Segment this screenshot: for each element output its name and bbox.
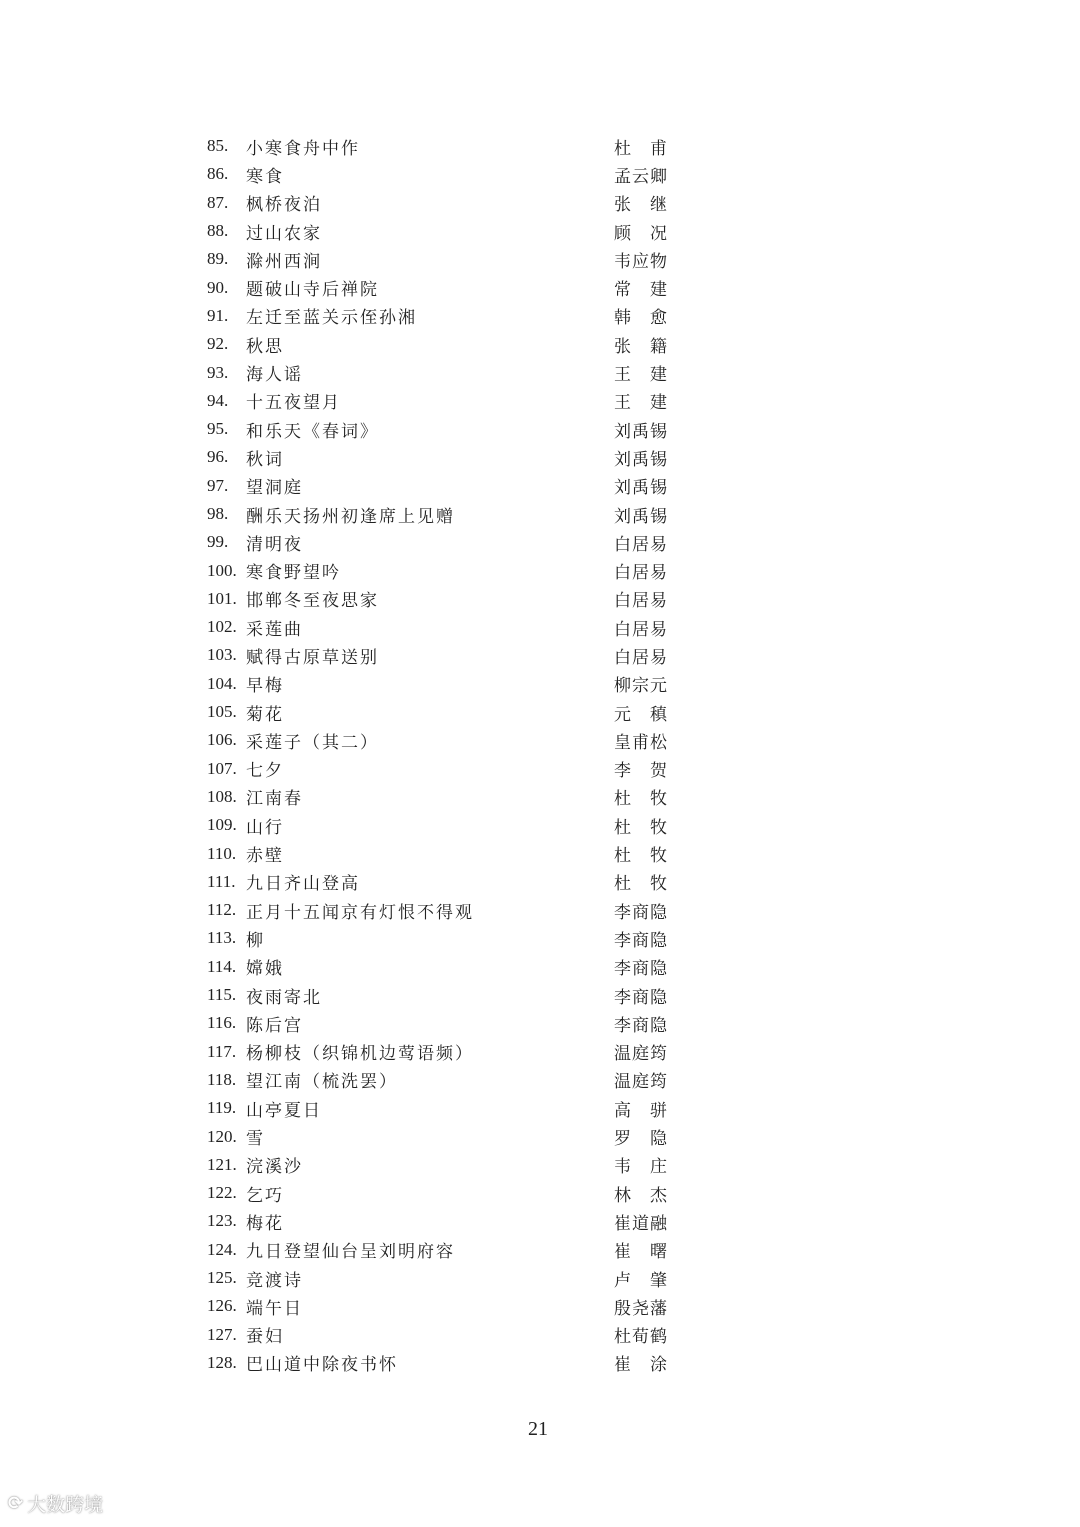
poem-title: 梅花 bbox=[246, 1213, 284, 1234]
entry-number: 104. bbox=[207, 673, 237, 693]
poem-author: 林杰 bbox=[614, 1185, 667, 1206]
entry-number: 99. bbox=[207, 532, 229, 552]
list-item bbox=[207, 755, 667, 783]
list-item bbox=[207, 1122, 667, 1150]
entry-number: 86. bbox=[207, 164, 229, 184]
entry-number: 110. bbox=[207, 843, 237, 863]
poem-title: 江南春 bbox=[246, 789, 303, 810]
poem-title: 望江南（梳洗罢） bbox=[246, 1072, 398, 1093]
entry-number: 85. bbox=[207, 136, 229, 156]
poem-title: 正月十五闻京有灯恨不得观 bbox=[246, 902, 474, 923]
poem-title: 山行 bbox=[246, 817, 284, 838]
list-item bbox=[207, 330, 667, 358]
poem-title: 过山农家 bbox=[246, 223, 322, 244]
poem-title: 清明夜 bbox=[246, 534, 303, 555]
poem-author: 刘禹锡 bbox=[614, 421, 667, 442]
poem-title: 雪 bbox=[246, 1129, 265, 1150]
poem-title: 秋词 bbox=[246, 449, 284, 470]
poem-title: 赤壁 bbox=[246, 846, 284, 867]
page-number: 21 bbox=[528, 1418, 548, 1440]
poem-title: 九日齐山登高 bbox=[246, 874, 360, 895]
poem-title: 七夕 bbox=[246, 761, 284, 782]
list-item bbox=[207, 245, 667, 273]
entry-number: 126. bbox=[207, 1296, 237, 1316]
poem-author: 崔曙 bbox=[614, 1242, 667, 1263]
poem-author: 王建 bbox=[614, 365, 667, 386]
entry-number: 114. bbox=[207, 956, 237, 976]
list-item bbox=[207, 217, 667, 245]
poem-author: 殷尧藩 bbox=[614, 1298, 667, 1319]
watermark-text: 大数跨境 bbox=[27, 1494, 104, 1516]
list-item bbox=[207, 528, 667, 556]
list-item bbox=[207, 1066, 667, 1094]
list-item bbox=[207, 556, 667, 584]
poem-title: 杨柳枝（织锦机边莺语频） bbox=[246, 1044, 474, 1065]
entry-number: 122. bbox=[207, 1183, 237, 1203]
entry-number: 94. bbox=[207, 390, 229, 410]
list-item bbox=[207, 500, 667, 528]
poem-title: 采莲子（其二） bbox=[246, 732, 379, 753]
poem-author: 韦应物 bbox=[614, 251, 667, 272]
poem-title: 寒食野望吟 bbox=[246, 563, 341, 584]
poem-title: 酬乐天扬州初逢席上见赠 bbox=[246, 506, 455, 527]
entry-number: 91. bbox=[207, 305, 229, 325]
entry-number: 90. bbox=[207, 277, 229, 297]
list-item bbox=[207, 698, 667, 726]
poem-author: 白居易 bbox=[614, 647, 667, 668]
poem-author: 李商隐 bbox=[614, 1015, 667, 1036]
list-item bbox=[207, 1236, 667, 1264]
poem-author: 白居易 bbox=[614, 534, 667, 555]
entry-number: 111. bbox=[207, 871, 236, 891]
entry-number: 92. bbox=[207, 334, 229, 354]
entry-number: 124. bbox=[207, 1239, 237, 1259]
poem-author: 柳宗元 bbox=[614, 676, 667, 697]
poem-author: 温庭筠 bbox=[614, 1072, 667, 1093]
entry-number: 128. bbox=[207, 1352, 237, 1372]
list-item bbox=[207, 585, 667, 613]
entry-number: 100. bbox=[207, 560, 237, 580]
entry-number: 88. bbox=[207, 221, 229, 241]
entry-number: 109. bbox=[207, 815, 237, 835]
list-item bbox=[207, 132, 667, 160]
entry-number: 119. bbox=[207, 1098, 237, 1118]
poem-title: 左迁至蓝关示侄孙湘 bbox=[246, 308, 417, 329]
list-item bbox=[207, 811, 667, 839]
entry-number: 103. bbox=[207, 645, 237, 665]
poem-author: 崔道融 bbox=[614, 1213, 667, 1234]
entry-number: 117. bbox=[207, 1041, 237, 1061]
poem-author: 张籍 bbox=[614, 336, 667, 357]
poem-title: 竞渡诗 bbox=[246, 1270, 303, 1291]
list-item bbox=[207, 302, 667, 330]
list-item bbox=[207, 1151, 667, 1179]
poem-author: 温庭筠 bbox=[614, 1044, 667, 1065]
entry-number: 89. bbox=[207, 249, 229, 269]
poem-title: 题破山寺后禅院 bbox=[246, 280, 379, 301]
poem-title: 山亭夏日 bbox=[246, 1100, 322, 1121]
list-item bbox=[207, 273, 667, 301]
poem-author: 杜甫 bbox=[614, 138, 667, 159]
poem-title: 九日登望仙台呈刘明府容 bbox=[246, 1242, 455, 1263]
entry-number: 112. bbox=[207, 900, 237, 920]
poem-title: 蚕妇 bbox=[246, 1327, 284, 1348]
poem-author: 杜牧 bbox=[614, 817, 667, 838]
list-item bbox=[207, 1292, 667, 1320]
poem-title: 望洞庭 bbox=[246, 478, 303, 499]
list-item bbox=[207, 726, 667, 754]
entry-number: 102. bbox=[207, 617, 237, 637]
list-item bbox=[207, 443, 667, 471]
poem-title: 滁州西涧 bbox=[246, 251, 322, 272]
poem-title: 海人谣 bbox=[246, 365, 303, 386]
poem-author: 卢肇 bbox=[614, 1270, 667, 1291]
entry-number: 105. bbox=[207, 702, 237, 722]
list-item bbox=[207, 924, 667, 952]
list-item bbox=[207, 1320, 667, 1348]
watermark-logo-icon: ⟳ bbox=[8, 1493, 24, 1514]
poem-author: 刘禹锡 bbox=[614, 506, 667, 527]
list-item bbox=[207, 160, 667, 188]
list-item bbox=[207, 1038, 667, 1066]
poem-author: 李商隐 bbox=[614, 902, 667, 923]
poem-author: 韦庄 bbox=[614, 1157, 667, 1178]
poem-author: 王建 bbox=[614, 393, 667, 414]
poem-title: 巴山道中除夜书怀 bbox=[246, 1355, 398, 1376]
entry-number: 101. bbox=[207, 588, 237, 608]
poem-author: 孟云卿 bbox=[614, 166, 667, 187]
entry-number: 93. bbox=[207, 362, 229, 382]
poem-title: 十五夜望月 bbox=[246, 393, 341, 414]
entry-number: 97. bbox=[207, 475, 229, 495]
list-item bbox=[207, 896, 667, 924]
poem-author: 常建 bbox=[614, 280, 667, 301]
poem-title: 柳 bbox=[246, 930, 265, 951]
poem-author: 杜牧 bbox=[614, 874, 667, 895]
list-item bbox=[207, 387, 667, 415]
poem-author: 李商隐 bbox=[614, 930, 667, 951]
poem-title: 浣溪沙 bbox=[246, 1157, 303, 1178]
list-item bbox=[207, 868, 667, 896]
entry-number: 115. bbox=[207, 985, 237, 1005]
poem-title: 采莲曲 bbox=[246, 619, 303, 640]
list-item bbox=[207, 1094, 667, 1122]
poem-author: 白居易 bbox=[614, 591, 667, 612]
poem-author: 李商隐 bbox=[614, 987, 667, 1008]
entry-number: 116. bbox=[207, 1013, 237, 1033]
watermark bbox=[8, 1490, 103, 1517]
poem-title: 邯郸冬至夜思家 bbox=[246, 591, 379, 612]
poem-author: 李贺 bbox=[614, 761, 667, 782]
poem-title: 嫦娥 bbox=[246, 959, 284, 980]
entry-number: 121. bbox=[207, 1154, 237, 1174]
list-item bbox=[207, 358, 667, 386]
poem-author: 顾况 bbox=[614, 223, 667, 244]
poem-author: 白居易 bbox=[614, 619, 667, 640]
poem-author: 韩愈 bbox=[614, 308, 667, 329]
poem-author: 元稹 bbox=[614, 704, 667, 725]
entry-number: 125. bbox=[207, 1268, 237, 1288]
entry-number: 108. bbox=[207, 786, 237, 806]
poem-author: 杜荀鹤 bbox=[614, 1327, 667, 1348]
entry-number: 98. bbox=[207, 504, 229, 523]
entry-number: 123. bbox=[207, 1211, 237, 1231]
poem-title: 夜雨寄北 bbox=[246, 987, 322, 1008]
poem-title: 赋得古原草送别 bbox=[246, 647, 379, 668]
poem-title: 和乐天《春词》 bbox=[246, 421, 379, 442]
list-item bbox=[207, 641, 667, 669]
list-item bbox=[207, 1264, 667, 1292]
entry-number: 96. bbox=[207, 447, 229, 467]
entry-number: 118. bbox=[207, 1069, 237, 1089]
poem-title: 寒食 bbox=[246, 166, 284, 187]
list-item bbox=[207, 1179, 667, 1207]
poem-author: 张继 bbox=[614, 195, 667, 216]
poem-list bbox=[207, 132, 667, 1377]
entry-number: 107. bbox=[207, 758, 237, 778]
entry-number: 120. bbox=[207, 1126, 237, 1146]
list-item bbox=[207, 1349, 667, 1377]
list-item bbox=[207, 981, 667, 1009]
poem-author: 崔涂 bbox=[614, 1355, 667, 1376]
poem-author: 刘禹锡 bbox=[614, 478, 667, 499]
list-item bbox=[207, 1207, 667, 1235]
poem-title: 菊花 bbox=[246, 704, 284, 725]
list-item bbox=[207, 783, 667, 811]
poem-title: 乞巧 bbox=[246, 1185, 284, 1206]
list-item bbox=[207, 670, 667, 698]
poem-author: 罗隐 bbox=[614, 1129, 667, 1150]
poem-title: 陈后宫 bbox=[246, 1015, 303, 1036]
list-item bbox=[207, 189, 667, 217]
poem-title: 小寒食舟中作 bbox=[246, 138, 360, 159]
list-item bbox=[207, 953, 667, 981]
entry-number: 106. bbox=[207, 730, 237, 750]
list-item bbox=[207, 1009, 667, 1037]
poem-author: 杜牧 bbox=[614, 789, 667, 810]
poem-title: 秋思 bbox=[246, 336, 284, 357]
poem-author: 刘禹锡 bbox=[614, 449, 667, 470]
poem-title: 早梅 bbox=[246, 676, 284, 697]
list-item bbox=[207, 472, 667, 500]
entry-number: 87. bbox=[207, 192, 229, 212]
poem-title: 枫桥夜泊 bbox=[246, 195, 322, 216]
poem-author: 白居易 bbox=[614, 563, 667, 584]
poem-author: 皇甫松 bbox=[614, 732, 667, 753]
list-item bbox=[207, 613, 667, 641]
entry-number: 127. bbox=[207, 1324, 237, 1344]
poem-author: 高骈 bbox=[614, 1100, 667, 1121]
poem-author: 杜牧 bbox=[614, 846, 667, 867]
poem-title: 端午日 bbox=[246, 1298, 303, 1319]
entry-number: 95. bbox=[207, 419, 229, 439]
entry-number: 113. bbox=[207, 928, 237, 948]
list-item bbox=[207, 839, 667, 867]
list-item bbox=[207, 415, 667, 443]
poem-author: 李商隐 bbox=[614, 959, 667, 980]
